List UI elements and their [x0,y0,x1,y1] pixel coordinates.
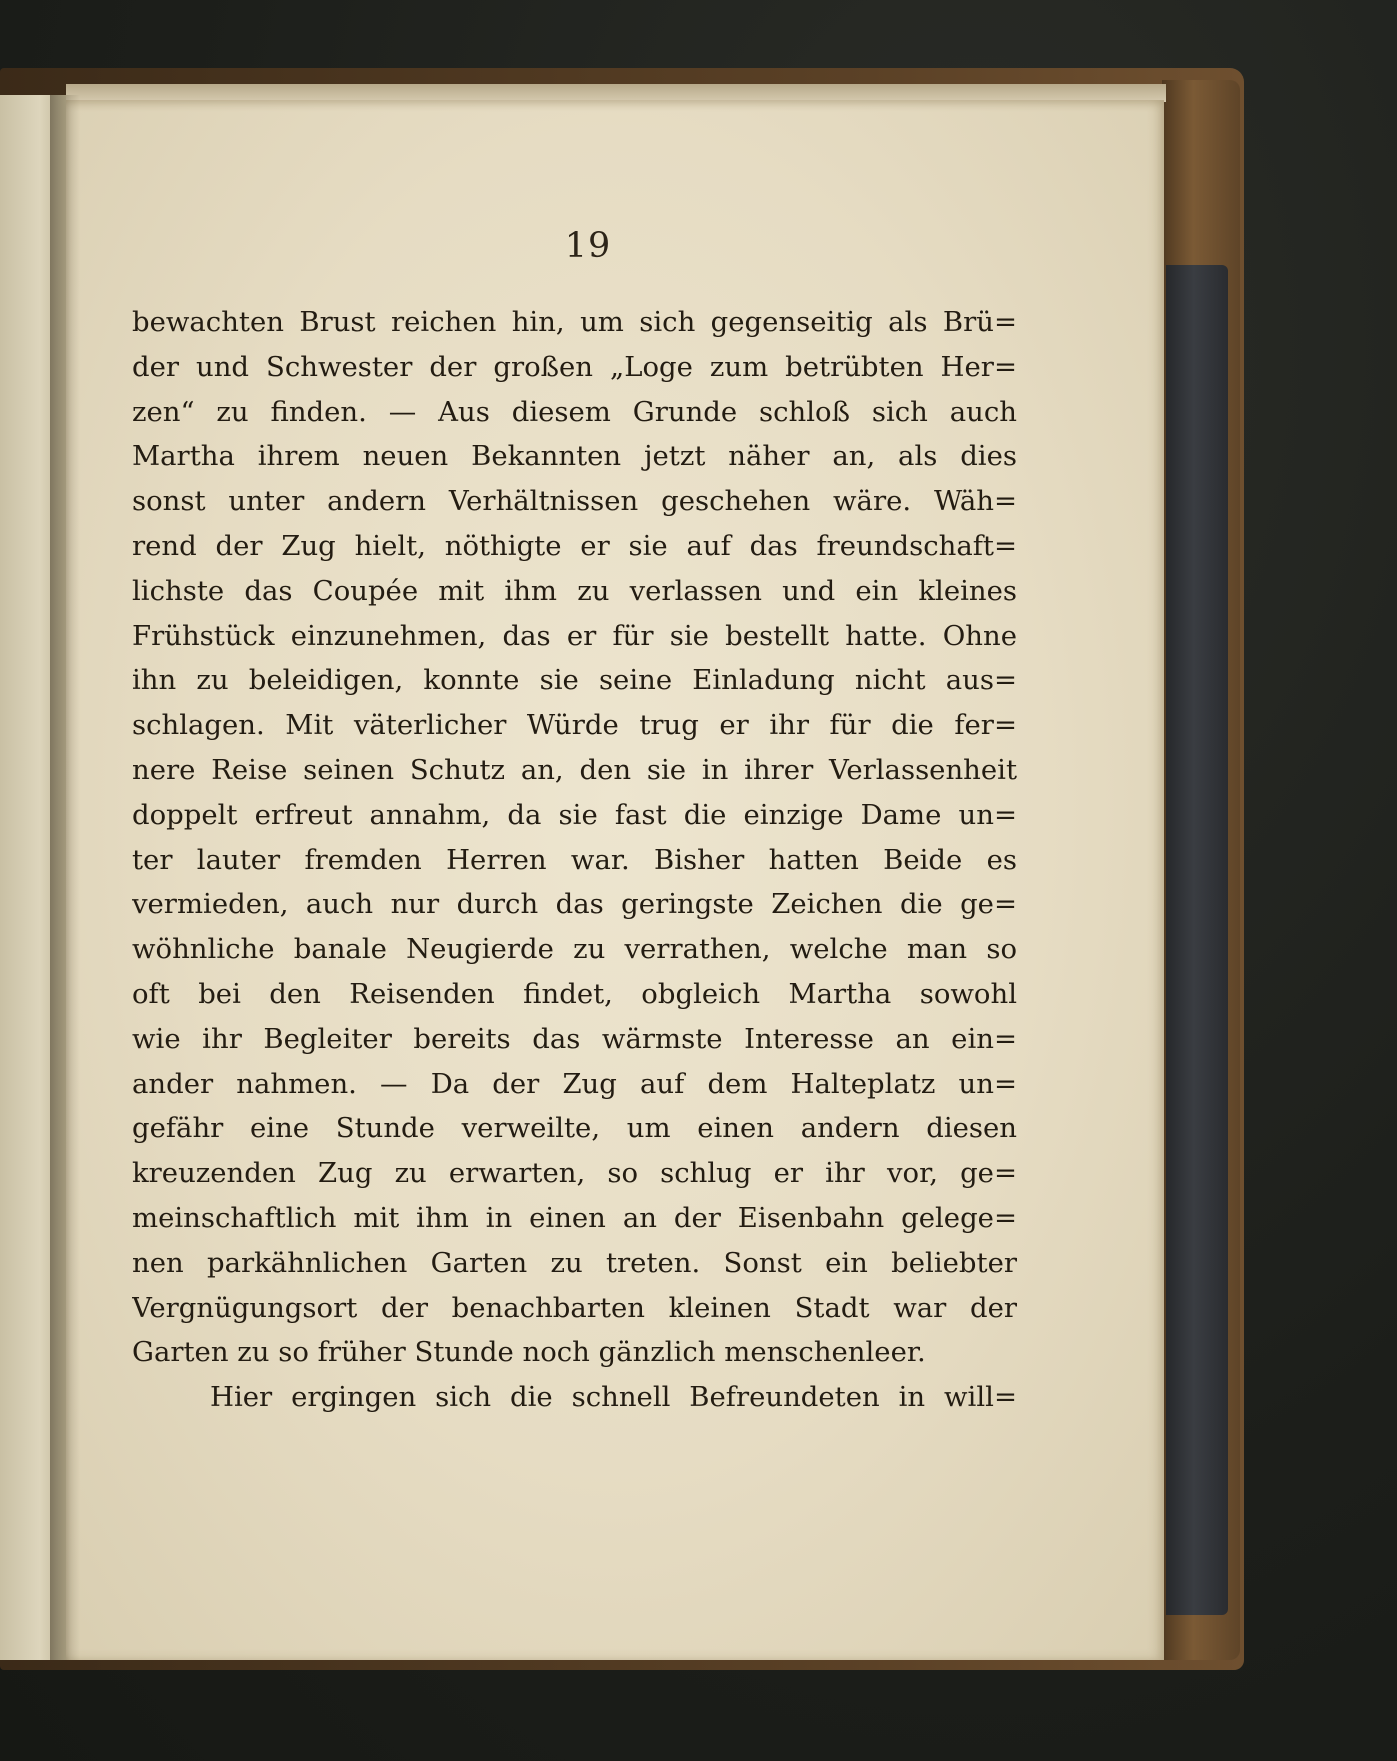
page-number: 19 [564,226,612,266]
page-gutter [50,95,80,1660]
text-line: Frühstück einzunehmen, das er für sie bestellt hatte. Ohne [132,619,1017,652]
text-line: nere Reise seinen Schutz an, den sie in ihrer Verlassenheit [132,753,1017,786]
text-line: wöhnliche banale Neugierde zu verrathen, welche man so [132,933,1017,966]
text-line: doppelt erfreut annahm, da sie fast die einzige Dame un= [132,798,1017,831]
text-line: kreuzenden Zug zu erwarten, so schlug er ihr vor, ge= [132,1157,1017,1190]
text-line: der und Schwester der großen „Loge zum betrübten Her= [132,350,1017,383]
text-line: ter lauter fremden Herren war. Bisher hatten Beide es [132,843,1017,876]
text-line: wie ihr Begleiter bereits das wärmste Interesse an ein= [132,1022,1017,1055]
text-line: vermieden, auch nur durch das geringste Zeichen die ge= [132,888,1017,921]
text-line: schlagen. Mit väterlicher Würde trug er ihr für die fer= [132,709,1017,742]
text-line: Garten zu so früher Stunde noch gänzlich menschenleer. [132,1336,926,1369]
page-text [132,300,1017,1420]
text-line: sonst unter andern Verhältnissen geschehen wäre. Wäh= [132,485,1017,518]
text-line: rend der Zug hielt, nöthigte er sie auf das freundschaft= [132,529,1017,562]
text-line: nen parkähnlichen Garten zu treten. Sonst ein beliebter [132,1246,1017,1279]
text-line: Hier ergingen sich die schnell Befreundeten in will= [210,1381,1017,1414]
text-line: zen“ zu finden. — Aus diesem Grunde schloß sich auch [132,395,1017,428]
text-line: lichste das Coupée mit ihm zu verlassen und ein kleines [132,574,1017,607]
text-line: gefähr eine Stunde verweilte, um einen andern diesen [132,1112,1017,1145]
text-line: ander nahmen. — Da der Zug auf dem Halteplatz un= [132,1067,1017,1100]
text-line: ihn zu beleidigen, konnte sie seine Einladung nicht aus= [132,664,1017,697]
text-line: Martha ihrem neuen Bekannten jetzt näher an, als dies [132,440,1017,473]
text-line: meinschaftlich mit ihm in einen an der Eisenbahn gelege= [132,1201,1017,1234]
text-line: bewachten Brust reichen hin, um sich gegenseitig als Brü= [132,306,1017,338]
text-line: oft bei den Reisenden findet, obgleich Martha sowohl [132,977,1017,1010]
book-cover-cloth [1166,265,1228,1615]
text-line: Vergnügungsort der benachbarten kleinen Stadt war der [132,1291,1017,1324]
